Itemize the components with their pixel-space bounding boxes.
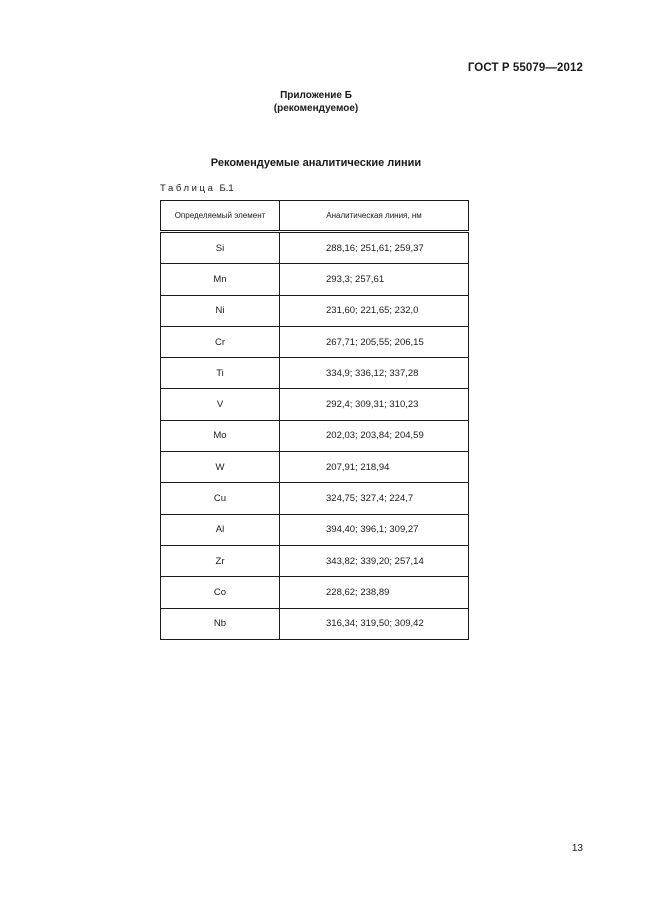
element-cell: W [161,452,280,483]
table-row [161,295,469,326]
analytical-line-cell: 343,82; 339,20; 257,14 [280,545,469,576]
element-cell: V [161,389,280,420]
table-row [161,264,469,295]
element-cell: Nb [161,608,280,639]
analytical-line-cell: 324,75; 327,4; 224,7 [280,483,469,514]
table-row [161,358,469,389]
analytical-line-cell: 267,71; 205,55; 206,15 [280,326,469,357]
document-code: ГОСТ Р 55079—2012 [467,62,583,74]
table-row [161,514,469,545]
table-row [161,420,469,451]
table-row [161,483,469,514]
analytical-line-cell: 316,34; 319,50; 309,42 [280,608,469,639]
analytical-line-cell: 292,4; 309,31; 310,23 [280,389,469,420]
annex-heading [0,89,632,115]
analytical-line-cell: 228,62; 238,89 [280,577,469,608]
table-body [161,232,469,640]
element-cell: Cr [161,326,280,357]
element-cell: Mo [161,420,280,451]
element-cell: Ni [161,295,280,326]
table-row [161,577,469,608]
table-caption-word: Таблица [160,183,216,194]
analytical-lines-table [160,200,469,640]
table-row [161,452,469,483]
table-header-row [161,201,469,232]
table-caption-number: Б.1 [219,183,234,194]
element-cell: Al [161,514,280,545]
section-title: Рекомендуемые аналитические линии [210,157,422,169]
analytical-line-cell: 207,91; 218,94 [280,452,469,483]
page-number: 13 [571,843,583,854]
table-row [161,232,469,264]
table-row [161,545,469,576]
header-element: Определяемый элемент [161,201,280,232]
analytical-line-cell: 394,40; 396,1; 309,27 [280,514,469,545]
element-cell: Ti [161,358,280,389]
analytical-line-cell: 202,03; 203,84; 204,59 [280,420,469,451]
table-row [161,608,469,639]
analytical-line-cell: 334,9; 336,12; 337,28 [280,358,469,389]
element-cell: Zr [161,545,280,576]
analytical-line-cell: 231,60; 221,65; 232,0 [280,295,469,326]
header-analytical-line: Аналитическая линия, нм [280,201,469,232]
annex-title: Приложение Б [280,90,352,101]
analytical-line-cell: 293,3; 257,61 [280,264,469,295]
element-cell: Cu [161,483,280,514]
element-cell: Mn [161,264,280,295]
table-row [161,326,469,357]
annex-status: (рекомендуемое) [273,103,359,114]
table-row [161,389,469,420]
table-caption [160,183,234,194]
element-cell: Si [161,232,280,264]
element-cell: Co [161,577,280,608]
analytical-line-cell: 288,16; 251,61; 259,37 [280,232,469,264]
